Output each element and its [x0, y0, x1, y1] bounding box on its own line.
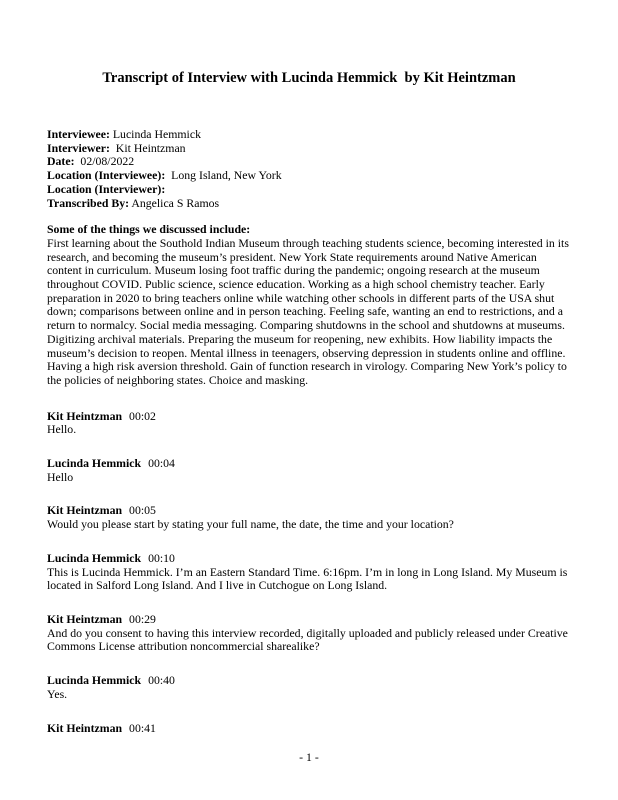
- speaker-name: Kit Heintzman: [47, 611, 123, 626]
- metadata-value: Lucinda Hemmick: [112, 127, 201, 141]
- dialogue-text: Yes.: [47, 686, 68, 701]
- speaker-line: [47, 722, 571, 736]
- dialogue-text: Hello: [47, 469, 74, 484]
- speaker-line: [47, 552, 571, 566]
- speaker-line: [47, 457, 571, 471]
- dialogue-entry: [47, 504, 571, 531]
- metadata-value: Angelica S Ramos: [131, 195, 220, 210]
- speaker-name: Kit Heintzman: [47, 503, 123, 518]
- summary-body: First learning about the Southold Indian Museum through teaching students science, becoming interested in its research, and becoming the museum’s president. New York State requirements around Native American content in curriculum. Museum losing foot traffic during the pandemic; ongoing research at the museum throughout COVID. Public science, science education. Working as a high school chemistry teacher. Early preparation in 2020 to bring teachers online while watching other schools in different parts of the USA shut down; comparisons between online and in person teaching. Feeling safe, wanting an end to restrictions, and a return to normalcy. Social media messaging. Comparing shutdowns in the school and shutdowns at museums. Digitizing archival materials. Preparing the museum for reopening, new exhibits. How liability impacts the museum’s decision to reopen. Mental illness in teenagers, observing depression in students online and offline. Having a high risk aversion threshold. Gain of function research in virology. Comparing New York’s policy to the policies of neighboring states. Choice and masking.: [47, 235, 569, 387]
- speaker-line: [47, 410, 571, 424]
- metadata-value: Long Island, New York: [171, 168, 282, 183]
- speaker-name: Lucinda Hemmick: [47, 456, 142, 471]
- summary-section: [47, 223, 571, 387]
- metadata-row-location-interviewee: [47, 169, 571, 183]
- metadata-row-interviewee: [47, 128, 571, 142]
- metadata-value: 02/08/2022: [80, 154, 135, 169]
- dialogue-text: This is Lucinda Hemmick. I’m an Eastern Standard Time. 6:16pm. I’m in long in Long Island. My Museum is located in Salford Long Island. And I live in Cutchogue on Long Island.: [47, 564, 568, 593]
- timestamp: 00:29: [129, 611, 156, 626]
- metadata-block: [47, 128, 571, 210]
- metadata-label: Transcribed By:: [47, 195, 130, 210]
- document-title: Transcript of Interview with Lucinda Hemmick by Kit Heintzman: [102, 70, 516, 86]
- metadata-row-location-interviewer: [47, 183, 571, 197]
- timestamp: 00:41: [129, 720, 156, 735]
- dialogue-section: [47, 410, 571, 736]
- timestamp: 00:40: [148, 673, 175, 688]
- metadata-value: Kit Heintzman: [115, 140, 186, 155]
- dialogue-entry: [47, 552, 571, 593]
- timestamp: 00:05: [129, 503, 156, 518]
- speaker-line: [47, 613, 571, 627]
- dialogue-entry: [47, 674, 571, 701]
- metadata-label: Date:: [47, 154, 75, 169]
- speaker-name: Kit Heintzman: [47, 720, 123, 735]
- summary-heading: Some of the things we discussed include:: [47, 222, 251, 237]
- timestamp: 00:04: [148, 456, 175, 471]
- metadata-row-date: [47, 155, 571, 169]
- metadata-row-transcribed-by: [47, 197, 571, 211]
- speaker-name: Lucinda Hemmick: [47, 673, 142, 688]
- metadata-row-interviewer: [47, 142, 571, 156]
- dialogue-entry: [47, 410, 571, 437]
- timestamp: 00:02: [129, 408, 156, 423]
- metadata-label: Interviewer:: [47, 140, 110, 155]
- metadata-label: Location (Interviewee):: [47, 168, 166, 183]
- timestamp: 00:10: [148, 550, 175, 565]
- speaker-line: [47, 674, 571, 688]
- dialogue-entry: [47, 457, 571, 484]
- dialogue-entry: [47, 722, 571, 736]
- speaker-name: Lucinda Hemmick: [47, 550, 142, 565]
- speaker-line: [47, 504, 571, 518]
- page-number: - 1 -: [299, 750, 319, 764]
- dialogue-text: Hello.: [47, 422, 77, 437]
- dialogue-text: And do you consent to having this interview recorded, digitally uploaded and publicly released under Creative Commons License attribution noncommercial sharealike?: [47, 625, 568, 654]
- speaker-name: Kit Heintzman: [47, 408, 123, 423]
- dialogue-text: Would you please start by stating your full name, the date, the time and your location?: [47, 517, 454, 532]
- metadata-label: Interviewee:: [47, 127, 110, 141]
- metadata-label: Location (Interviewer):: [47, 181, 166, 196]
- dialogue-entry: [47, 613, 571, 654]
